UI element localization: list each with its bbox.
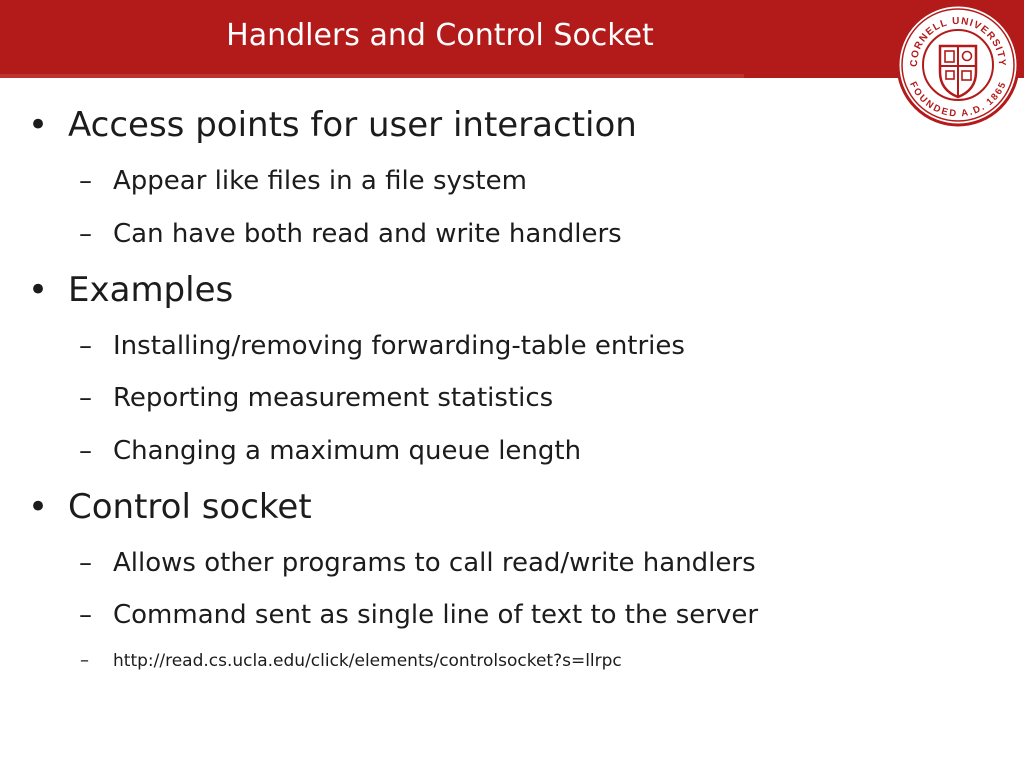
sub-bullet-read-write-handlers: Can have both read and write handlers	[113, 219, 622, 249]
dash-marker: –	[79, 548, 92, 578]
slide-title: Handlers and Control Socket	[226, 18, 654, 53]
dash-marker: –	[79, 166, 92, 196]
sub-bullet-queue-length: Changing a maximum queue length	[113, 436, 582, 466]
sub-bullet-single-line-command: Command sent as single line of text to the server	[113, 600, 759, 630]
svg-text:FOUNDED A.D. 1865: FOUNDED A.D. 1865	[907, 80, 1009, 120]
dash-marker: –	[79, 436, 92, 466]
sub-bullet-other-programs: Allows other programs to call read/write handlers	[113, 548, 756, 578]
svg-text:CORNELL UNIVERSITY: CORNELL UNIVERSITY	[908, 15, 1008, 68]
dash-marker: –	[79, 383, 92, 413]
sub-bullet-appear-like-files: Appear like files in a file system	[113, 166, 527, 196]
dash-marker: –	[79, 219, 92, 249]
bullet-marker: •	[28, 270, 49, 310]
bullet-control-socket: Control socket	[68, 487, 312, 527]
dash-marker: –	[79, 600, 92, 630]
dash-marker: –	[79, 331, 92, 361]
bullet-marker: •	[28, 487, 49, 527]
dash-marker: –	[80, 650, 89, 671]
sub-bullet-forwarding-table: Installing/removing forwarding-table entries	[113, 331, 685, 361]
sub-bullet-measurement-statistics: Reporting measurement statistics	[113, 383, 554, 413]
controlsocket-link: http://read.cs.ucla.edu/click/elements/controlsocket?s=llrpc	[113, 651, 622, 671]
bullet-examples: Examples	[68, 270, 234, 310]
bullet-marker: •	[28, 105, 49, 145]
bullet-access-points: Access points for user interaction	[68, 105, 637, 145]
